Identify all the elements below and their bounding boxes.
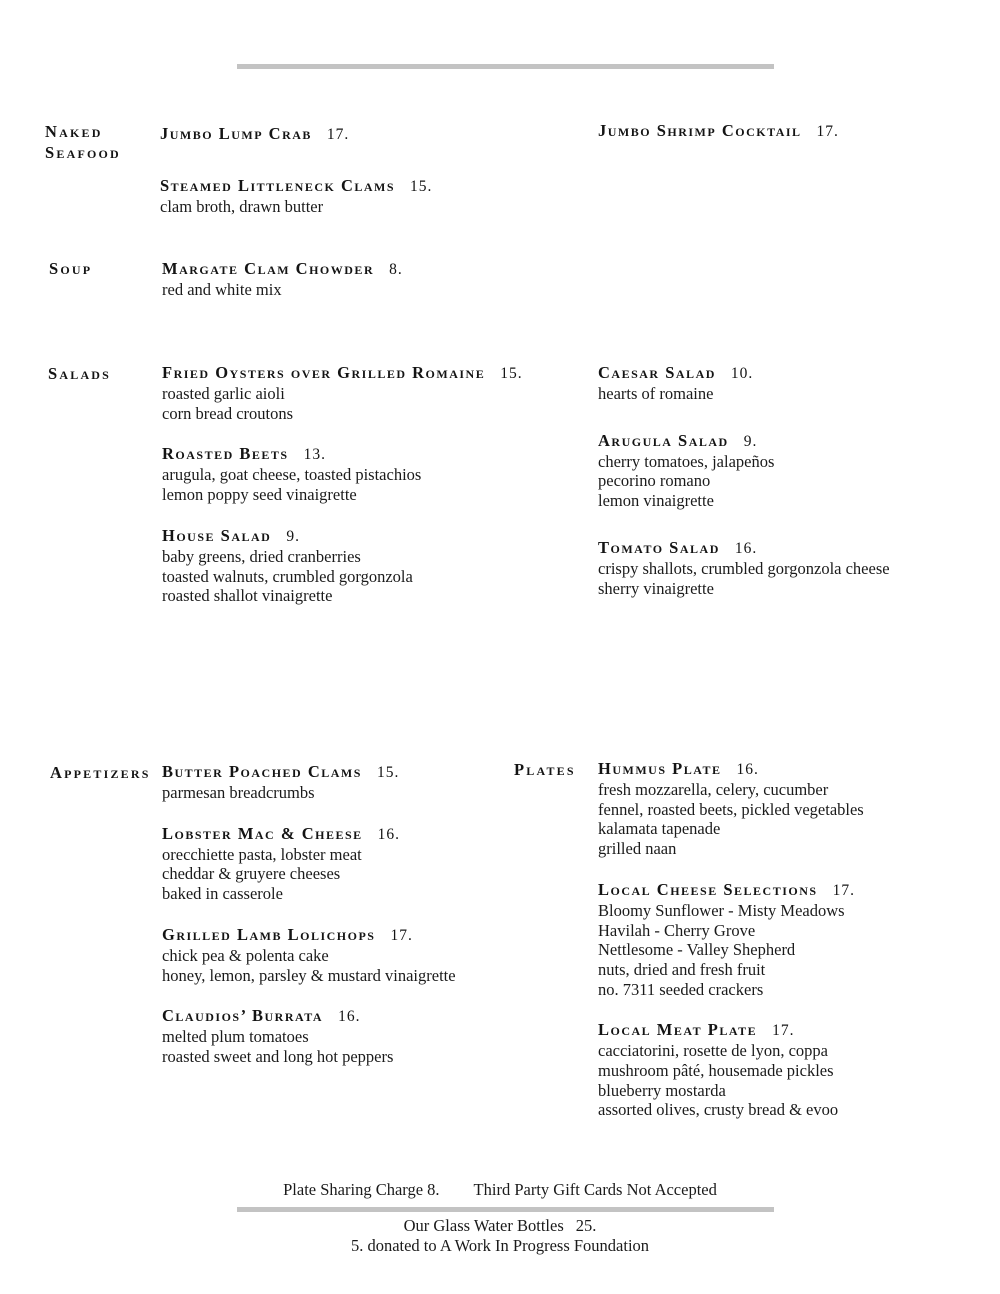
menu-item-name: Claudios’ Burrata (162, 1006, 324, 1026)
menu-item (160, 176, 432, 217)
menu-item (162, 762, 456, 803)
menu-item-name-row (160, 176, 432, 197)
menu-item-desc-line: clam broth, drawn butter (160, 197, 324, 216)
menu-item-price: 15. (410, 178, 433, 195)
menu-item-desc-line: cacciatorini, rosette de lyon, coppa (598, 1041, 828, 1061)
menu-item-price: 16. (338, 1008, 361, 1026)
menu-item-name: Butter Poached Clams (162, 762, 362, 781)
menu-item-desc-line: corn bread croutons (162, 403, 294, 423)
menu-item-name: Jumbo Lump Crab (160, 124, 312, 143)
gift-cards-note: Third Party Gift Cards Not Accepted (473, 1180, 717, 1199)
menu-item-name: Fried Oysters over Grilled Romaine (162, 363, 486, 382)
menu-item-desc-line: arugula, goat cheese, toasted pistachios (162, 465, 422, 485)
menu-item-price: 9. (743, 432, 758, 450)
menu-item-desc-line: pecorino romano (598, 471, 711, 491)
menu-item-price: 15. (500, 365, 523, 382)
menu-item (162, 1006, 456, 1066)
menu-item-name-row (162, 925, 456, 946)
water-bottle-price: 25. (575, 1216, 597, 1235)
menu-item (162, 526, 523, 606)
menu-item-desc-line: cherry tomatoes, jalapeños (598, 451, 775, 471)
menu-item-price: 17. (816, 123, 839, 140)
menu-item (160, 124, 432, 145)
menu-item-desc-line: red and white mix (162, 280, 282, 299)
menu-item-desc-line: orecchiette pasta, lobster meat (162, 844, 362, 864)
menu-item (162, 444, 523, 504)
menu-item-name-row (162, 824, 456, 845)
menu-item-desc-line: lemon vinaigrette (598, 491, 714, 511)
menu-item-desc-line: fennel, roasted beets, pickled vegetables (598, 799, 864, 819)
menu-item-name: Jumbo Shrimp Cocktail (598, 121, 802, 140)
menu-item-price: 10. (730, 365, 754, 382)
section-label-plates: Plates (514, 760, 576, 779)
footer-notes (0, 1180, 1000, 1200)
menu-item-price: 17. (832, 881, 855, 899)
menu-item-desc-line: fresh mozzarella, celery, cucumber (598, 780, 829, 799)
menu-item-desc-line: kalamata tapenade (598, 819, 721, 839)
plate-sharing-note: Plate Sharing Charge 8. (283, 1180, 440, 1199)
menu-item-desc-line: baby greens, dried cranberries (162, 546, 361, 566)
section-label-soup: Soup (49, 259, 93, 278)
menu-item-name-row (162, 762, 456, 783)
menu-item-name-row (598, 880, 864, 901)
menu-item-name: Roasted Beets (162, 444, 289, 464)
menu-item-name: Steamed Littleneck Clams (160, 176, 396, 195)
menu-item-desc-line: Nettlesome - Valley Shepherd (598, 940, 796, 960)
menu-item-desc-line: nuts, dried and fresh fruit (598, 959, 766, 979)
appetizers-column (162, 762, 456, 1067)
menu-item-desc-line: melted plum tomatoes (162, 1027, 309, 1047)
section-label-appetizers: Appetizers (50, 763, 151, 782)
menu-item (162, 925, 456, 985)
soup-column (162, 259, 403, 300)
donation-line: 5. donated to A Work In Progress Foundation (350, 1236, 650, 1255)
menu-item-name-row (160, 124, 432, 145)
water-bottle-label: Our Glass Water Bottles (403, 1216, 564, 1235)
menu-item-name: Tomato Salad (598, 537, 720, 557)
menu-item-name-row (162, 1006, 456, 1027)
menu-item-desc-line: blueberry mostarda (598, 1080, 726, 1100)
menu-item-name-row (598, 363, 890, 384)
naked-seafood-right-column (598, 121, 839, 142)
menu-item-name: Margate Clam Chowder (162, 259, 375, 278)
menu-item-desc-line: hearts of romaine (598, 384, 714, 403)
menu-item (598, 363, 890, 404)
menu-item-desc-line: assorted olives, crusty bread & evoo (598, 1100, 839, 1120)
menu-item-name: Hummus Plate (598, 759, 722, 778)
menu-item-desc-line: mushroom pâté, housemade pickles (598, 1061, 834, 1081)
menu-item-name-row (598, 431, 890, 452)
menu-item-price: 17. (326, 126, 350, 143)
menu-item-name: Arugula Salad (598, 430, 729, 450)
menu-item-desc-line: roasted sweet and long hot peppers (162, 1046, 394, 1066)
menu-item-desc-line: roasted garlic aioli (162, 384, 285, 403)
menu-item-desc-line: grilled naan (598, 839, 677, 859)
bottom-divider (237, 1207, 774, 1212)
menu-item (598, 1020, 864, 1120)
menu-item-price: 17. (772, 1022, 795, 1040)
menu-item-name-row (162, 259, 403, 280)
menu-item-desc-line: roasted shallot vinaigrette (162, 586, 333, 606)
menu-item-name-row (162, 444, 523, 465)
menu-item-price: 16. (736, 761, 759, 778)
menu-item-price: 9. (286, 527, 300, 545)
menu-item-desc-line: honey, lemon, parsley & mustard vinaigrette (162, 965, 456, 985)
menu-item (598, 121, 839, 142)
menu-item-price: 17. (390, 926, 413, 944)
menu-item-name: Lobster Mac & Cheese (162, 823, 363, 843)
menu-item-name-row (598, 1020, 864, 1041)
menu-item-desc-line: sherry vinaigrette (598, 578, 714, 598)
menu-item-price: 16. (377, 825, 401, 843)
menu-item-desc-line: cheddar & gruyere cheeses (162, 864, 341, 884)
menu-item-name-row (598, 538, 890, 559)
menu-item-desc-line: baked in casserole (162, 884, 283, 904)
menu-item-desc-line: lemon poppy seed vinaigrette (162, 485, 357, 505)
menu-item-desc-line: Havilah - Cherry Grove (598, 920, 756, 940)
menu-item-name-row (162, 363, 523, 384)
menu-item (162, 363, 523, 423)
menu-item (598, 431, 890, 511)
menu-item-desc-line: chick pea & polenta cake (162, 945, 329, 965)
menu-item-price: 8. (389, 261, 403, 278)
menu-item-desc-line: Bloomy Sunflower - Misty Meadows (598, 900, 845, 920)
menu-item-name-row (598, 759, 864, 780)
menu-item-price: 13. (303, 446, 326, 464)
section-label-naked-seafood: Naked Seafood (45, 122, 121, 162)
menu-item-price: 15. (376, 764, 400, 781)
menu-item-name: Local Cheese Selections (598, 879, 818, 899)
menu-item-name-row (598, 121, 839, 142)
menu-item-price: 16. (734, 539, 758, 557)
menu-item-desc-line: toasted walnuts, crumbled gorgonzola (162, 566, 413, 586)
menu-item (162, 824, 456, 904)
menu-item-name-row (162, 526, 523, 547)
menu-item (598, 880, 864, 1000)
menu-item-desc-line: crispy shallots, crumbled gorgonzola cheese (598, 558, 890, 578)
plates-column (598, 759, 864, 1120)
water-bottle-note (0, 1216, 1000, 1256)
menu-item (598, 538, 890, 598)
menu-item (598, 759, 864, 859)
salads-left-column (162, 363, 523, 606)
naked-seafood-left-column (160, 124, 432, 217)
menu-item-desc-line: no. 7311 seeded crackers (598, 979, 764, 999)
menu-item-name: House Salad (162, 525, 272, 545)
menu-item-desc-line: parmesan breadcrumbs (162, 783, 315, 802)
water-bottle-line (0, 1216, 1000, 1236)
section-label-salads: Salads (48, 364, 112, 383)
top-divider (237, 64, 774, 69)
salads-right-column (598, 363, 890, 598)
menu-item-name: Grilled Lamb Lolichops (162, 924, 376, 944)
menu-item-name: Local Meat Plate (598, 1020, 758, 1040)
menu-item (162, 259, 403, 300)
menu-item-name: Caesar Salad (598, 363, 716, 382)
